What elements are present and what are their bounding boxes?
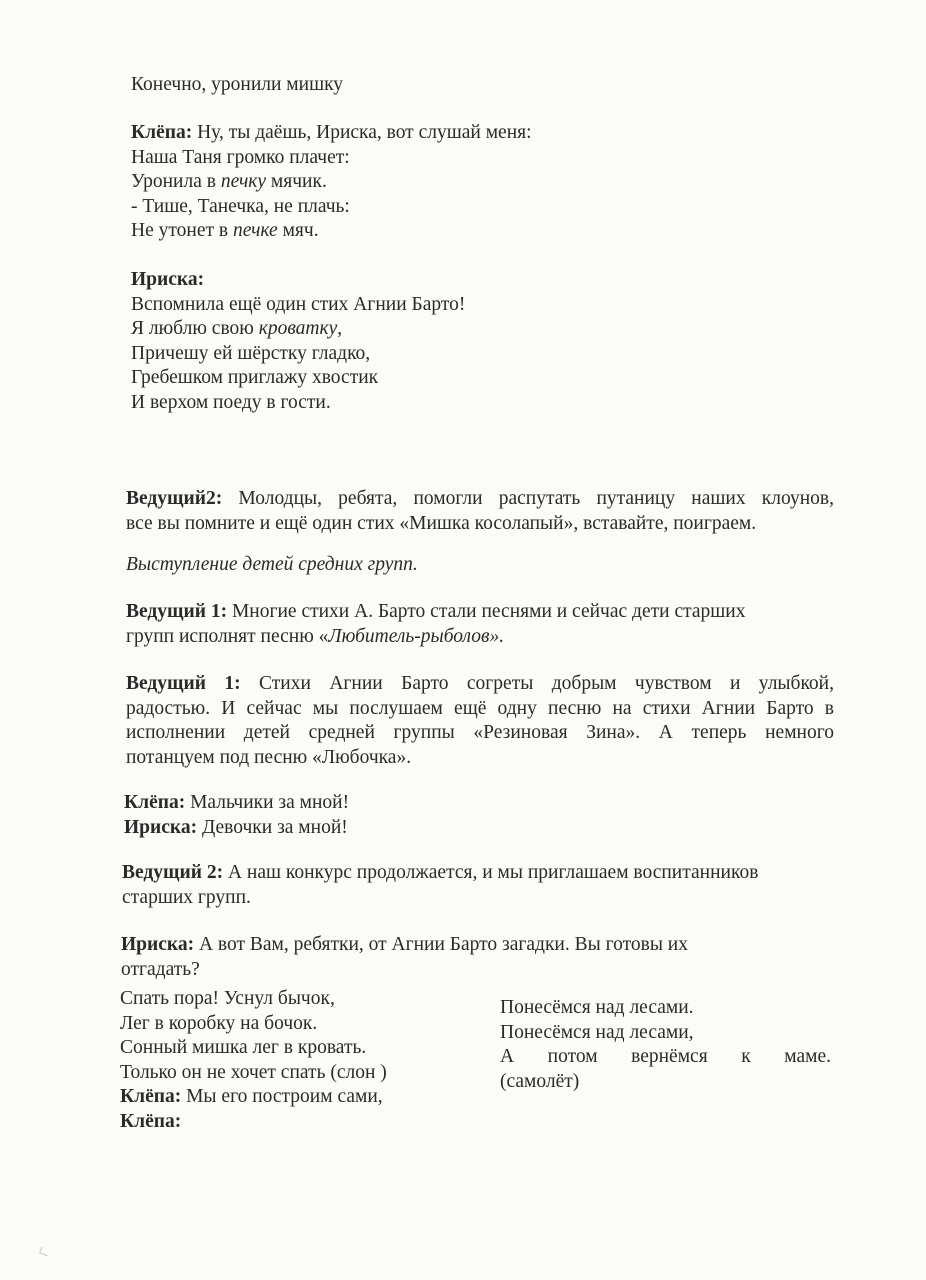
riddle-left-column: [120, 987, 387, 1134]
text-line: Вспомнила ещё один стих Агнии Барто!: [131, 293, 466, 315]
text-fragment: мяч.: [277, 220, 319, 241]
speaker-label: Клёпа:: [120, 1086, 182, 1107]
section-klepa-verse: [131, 121, 532, 244]
text-line: [126, 600, 745, 625]
italic-word: Любитель-рыболов».: [328, 625, 505, 647]
speaker-label: Ведущий 2:: [122, 862, 224, 883]
text-line: [131, 317, 465, 342]
text-line: [122, 861, 758, 886]
text-line: Наша Таня громко плачет:: [131, 146, 350, 168]
speaker-label: Ведущий2:: [126, 488, 223, 509]
text-line: исполнении детей средней группы «Резиновая Зина». А теперь немного: [126, 722, 834, 743]
italic-word: печке: [232, 220, 278, 241]
text-line: все вы помните и ещё один стих «Мишка косолапый», вставайте, поиграем.: [126, 512, 757, 534]
text-line: [126, 487, 834, 512]
text-fragment: групп исполнят песню «: [126, 625, 329, 647]
section-host2-contest: [122, 861, 758, 910]
text-line: радостью. И сейчас мы послушаем ещё одну песню на стихи Агнии Барто в: [126, 697, 834, 719]
speech-text: Мы его построим сами,: [181, 1086, 383, 1107]
italic-word: печку: [220, 171, 267, 192]
text-line: [124, 816, 349, 841]
text-line: потанцуем под песню «Любочка».: [126, 746, 412, 768]
section-dance-call: [124, 791, 349, 840]
text-line: [131, 170, 532, 195]
text-line: - Тише, Танечка, не плачь:: [131, 195, 350, 217]
speech-text: Многие стихи А. Барто стали песнями и сейчас дети старших: [227, 601, 746, 622]
text-line: Сонный мишка лег в кровать.: [120, 1037, 367, 1058]
speaker-label: Ведущий 1:: [126, 601, 228, 622]
speaker-label: Ириска:: [121, 934, 195, 955]
text-line: [126, 625, 745, 650]
speaker-label: Ириска:: [131, 269, 205, 290]
text-fragment: Не утонет в: [131, 220, 233, 241]
speech-text: А вот Вам, ребятки, от Агнии Барто загадки. Вы готовы их: [194, 934, 688, 955]
speech-text: Молодцы, ребята, помогли распутать путаницу наших клоунов,: [222, 488, 834, 509]
text-fragment: мячик.: [266, 171, 327, 192]
stage-direction: [126, 553, 418, 578]
text-line: Конечно, уронили мишку: [131, 74, 344, 95]
text-line: Гребешком приглажу хвостик: [131, 367, 379, 388]
section-host1-songs: [126, 600, 745, 649]
text-line: Понесёмся над лесами,: [500, 1021, 694, 1043]
speaker-label: Клёпа:: [124, 792, 186, 813]
section-iriska-verse: [131, 268, 465, 415]
speech-text: Девочки за мной!: [197, 816, 348, 838]
speech-text: Ну, ты даёшь, Ириска, вот слушай меня:: [192, 122, 532, 143]
text-line: [131, 219, 532, 244]
speaker-label: Клёпа:: [131, 122, 193, 143]
text-line: [124, 791, 349, 816]
text-line: [120, 1085, 387, 1110]
text-line: [131, 121, 532, 146]
scan-mark: [39, 1247, 50, 1257]
italic-text: Выступление детей средних групп.: [126, 554, 418, 575]
text-fragment: Я люблю свою: [131, 318, 259, 339]
speaker-label: Клёпа:: [120, 1110, 182, 1132]
text-line: [121, 933, 688, 958]
riddle-right-column: [500, 996, 831, 1094]
text-line: Понесёмся над лесами.: [500, 997, 694, 1018]
italic-word: кроватку: [258, 318, 338, 339]
text-fragment: ,: [337, 318, 343, 339]
text-line: А потом вернёмся к маме.: [500, 1046, 831, 1067]
text-line: (самолёт): [500, 1070, 580, 1092]
text-fragment: Уронила в: [131, 171, 221, 192]
speech-text: Мальчики за мной!: [185, 792, 350, 813]
text-line: Только он не хочет спать (слон ): [120, 1061, 387, 1083]
text-line: Причешу ей шёрстку гладко,: [131, 342, 371, 364]
text-line: [120, 1110, 387, 1135]
speech-text: А наш конкурс продолжается, и мы приглашаем воспитанников: [223, 862, 759, 883]
section-intro: [131, 73, 343, 98]
section-performance-note: [126, 553, 418, 578]
text-line: [126, 672, 834, 697]
section-host2-intro: [126, 487, 834, 536]
text-line: Спать пора! Уснул бычок,: [120, 988, 335, 1009]
speaker-label: Ириска:: [124, 816, 198, 838]
section-iriska-riddles: [121, 933, 688, 982]
text-line: отгадать?: [121, 958, 200, 980]
text-line: старших групп.: [122, 886, 251, 908]
speech-text: Стихи Агнии Барто согреты добрым чувством и улыбкой,: [240, 673, 834, 694]
text-line: И верхом поеду в гости.: [131, 391, 331, 413]
text-line: Лег в коробку на бочок.: [120, 1012, 318, 1034]
section-host1-warmth: [126, 672, 834, 770]
speaker-label: Ведущий 1:: [126, 673, 241, 694]
